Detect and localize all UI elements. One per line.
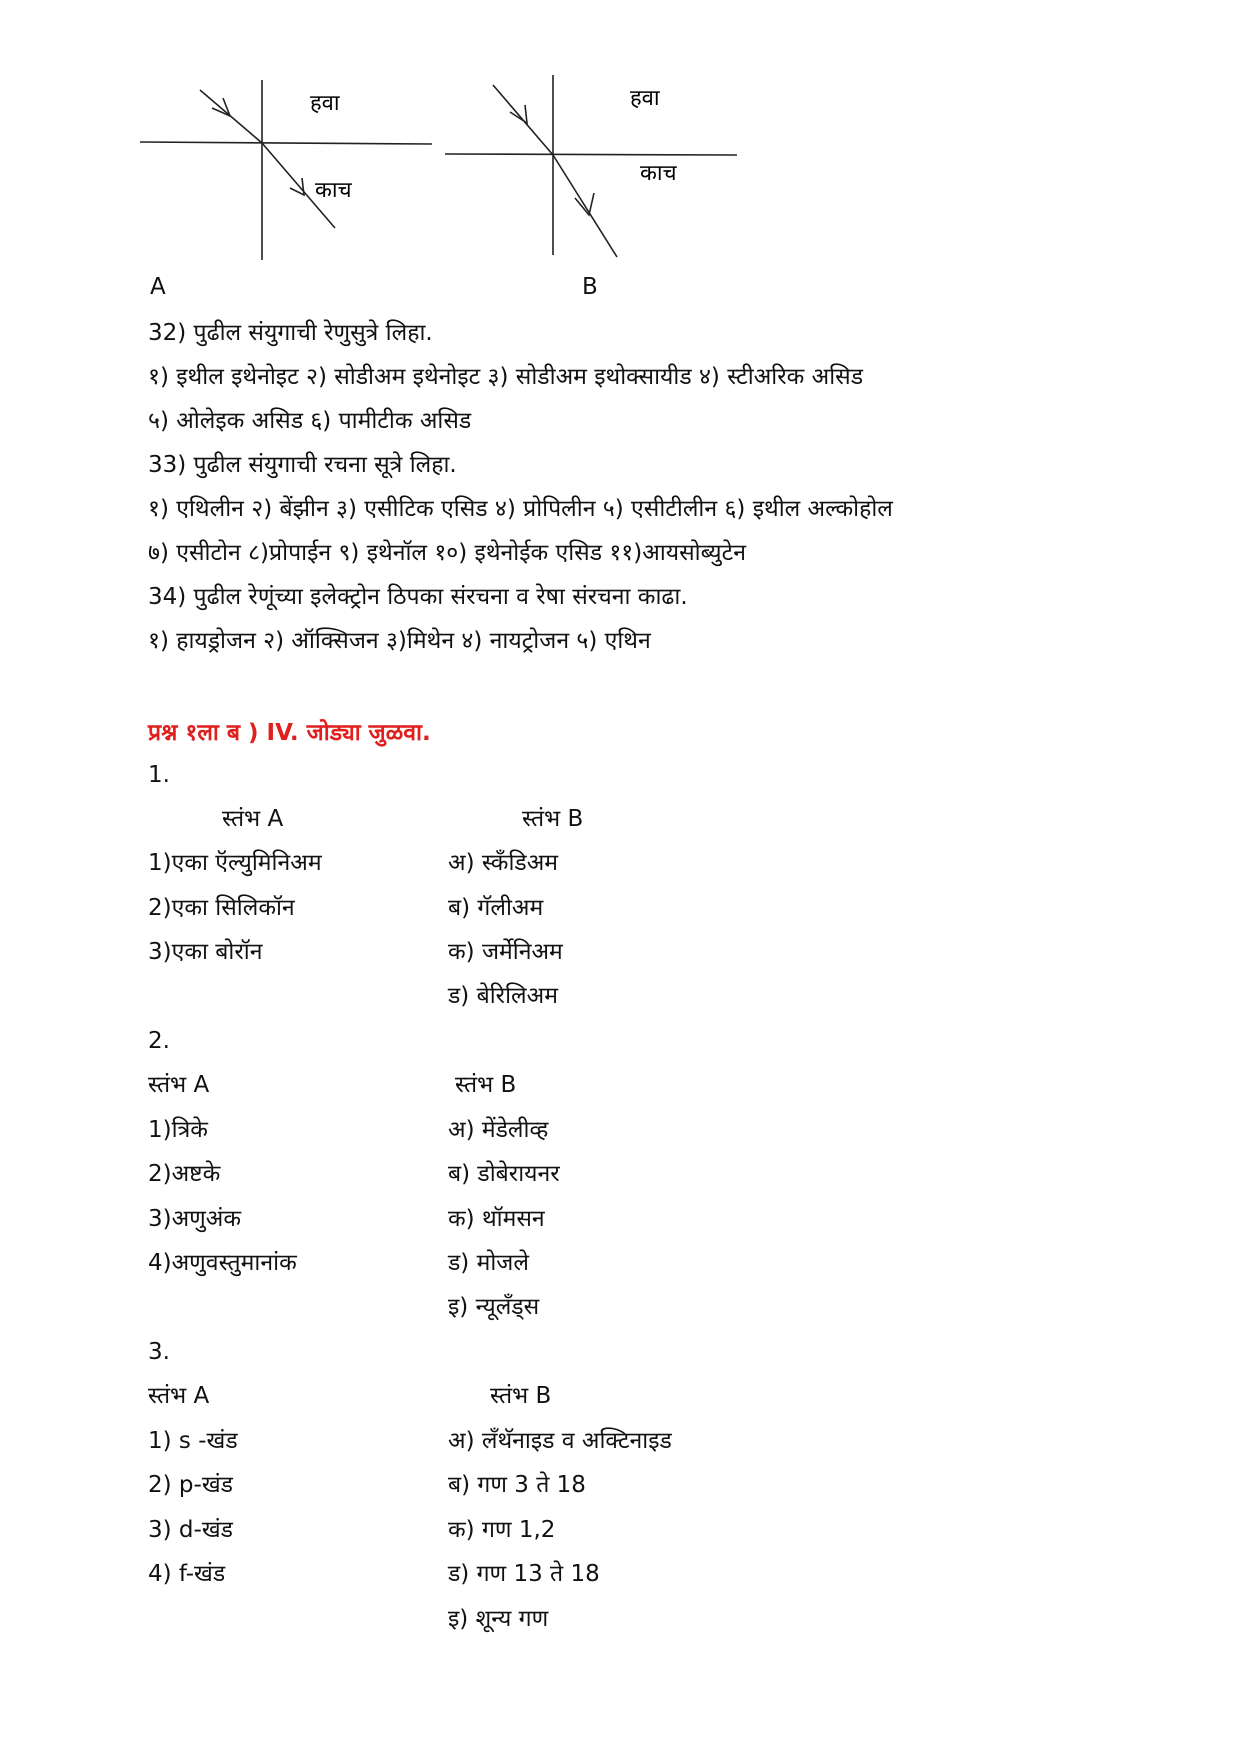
- match-2-col-b-item: ड) मोजले: [448, 1250, 529, 1276]
- match-2-col-b-item: क) थॉमसन: [448, 1206, 545, 1232]
- match-3-header-a: स्तंभ A: [148, 1383, 210, 1409]
- match-2-number: 2.: [148, 1028, 170, 1054]
- match-1-col-b-item: ड) बेरिलिअम: [448, 983, 558, 1009]
- match-2-col-a-item: 3)अणुअंक: [148, 1206, 242, 1232]
- glass-label: काच: [315, 178, 352, 203]
- match-1-col-b-item: अ) स्कँडिअम: [448, 850, 559, 876]
- match-3-col-a-item: 2) p-खंड: [148, 1472, 233, 1498]
- match-2-header-a: स्तंभ A: [148, 1072, 210, 1098]
- match-2-header-b: स्तंभ B: [455, 1072, 517, 1098]
- question-34-line1: १) हायड्रोजन २) ऑक्सिजन ३)मिथेन ४) नायट्रोजन ५) एथिन: [148, 628, 651, 654]
- match-2-col-a-item: 2)अष्टके: [148, 1161, 221, 1187]
- match-3-header-b: स्तंभ B: [490, 1383, 552, 1409]
- section-heading: प्रश्न १ला ब ) IV. जोड्या जुळवा.: [148, 720, 431, 746]
- match-1-col-b-item: क) जर्मेनिअम: [448, 939, 563, 965]
- match-3-col-b-item: अ) लँथॅनाइड व अक्टिनाइड: [448, 1428, 672, 1454]
- match-3-number: 3.: [148, 1339, 170, 1365]
- question-32-line1: १) इथील इथेनोइट २) सोडीअम इथेनोइट ३) सोडीअम इथोक्सायीड ४) स्टीअरिक असिड: [148, 364, 864, 390]
- match-1-col-a-item: 3)एका बोरॉन: [148, 939, 263, 965]
- match-2-col-a-item: 1)त्रिके: [148, 1117, 208, 1143]
- question-32-line2: ५) ओलेइक असिड ६) पामीटीक असिड: [148, 408, 472, 434]
- question-33-line2: ७) एसीटोन ८)प्रोपाईन ९) इथेनॉल १०) इथेनोईक एसिड ११)आयसोब्युटेन: [148, 540, 746, 566]
- match-3-col-b-item: इ) शून्य गण: [448, 1606, 549, 1632]
- match-1-col-b-item: ब) गॅलीअम: [448, 895, 544, 921]
- question-33-title: 33) पुढील संयुगाची रचना सूत्रे लिहा.: [148, 452, 457, 478]
- refraction-diagram-a: [140, 80, 440, 265]
- match-1-header-a: स्तंभ A: [222, 806, 284, 832]
- refraction-diagram-b: [445, 75, 745, 265]
- match-3-col-a-item: 3) d-खंड: [148, 1517, 233, 1543]
- match-2-col-b-item: ब) डोबेरायनर: [448, 1161, 560, 1187]
- glass-label: काच: [640, 161, 677, 186]
- refracted-ray: [553, 155, 617, 257]
- diagram-b-caption: B: [582, 274, 598, 300]
- match-1-col-a-item: 1)एका ऍल्युमिनिअम: [148, 850, 322, 876]
- match-2-col-b-item: इ) न्यूलँड्स: [448, 1294, 540, 1320]
- match-3-col-a-item: 1) s -खंड: [148, 1428, 238, 1454]
- question-34-title: 34) पुढील रेणूंच्या इलेक्ट्रोन ठिपका संरचना व रेषा संरचना काढा.: [148, 584, 688, 610]
- match-1-header-b: स्तंभ B: [522, 806, 584, 832]
- air-label: हवा: [310, 91, 340, 116]
- match-1-col-a-item: 2)एका सिलिकॉन: [148, 895, 295, 921]
- match-3-col-b-item: ड) गण 13 ते 18: [448, 1561, 600, 1587]
- match-3-col-a-item: 4) f-खंड: [148, 1561, 226, 1587]
- air-label: हवा: [630, 86, 660, 111]
- match-2-col-b-item: अ) मेंडेलीव्ह: [448, 1117, 549, 1143]
- question-32-title: 32) पुढील संयुगाची रेणुसुत्रे लिहा.: [148, 320, 433, 346]
- question-33-line1: १) एथिलीन २) बेंझीन ३) एसीटिक एसिड ४) प्रोपिलीन ५) एसीटीलीन ६) इथील अल्कोहोल: [148, 496, 893, 522]
- match-1-number: 1.: [148, 762, 170, 788]
- match-3-col-b-item: क) गण 1,2: [448, 1517, 556, 1543]
- diagram-a-caption: A: [150, 274, 166, 300]
- match-3-col-b-item: ब) गण 3 ते 18: [448, 1472, 586, 1498]
- match-2-col-a-item: 4)अणुवस्तुमानांक: [148, 1250, 297, 1276]
